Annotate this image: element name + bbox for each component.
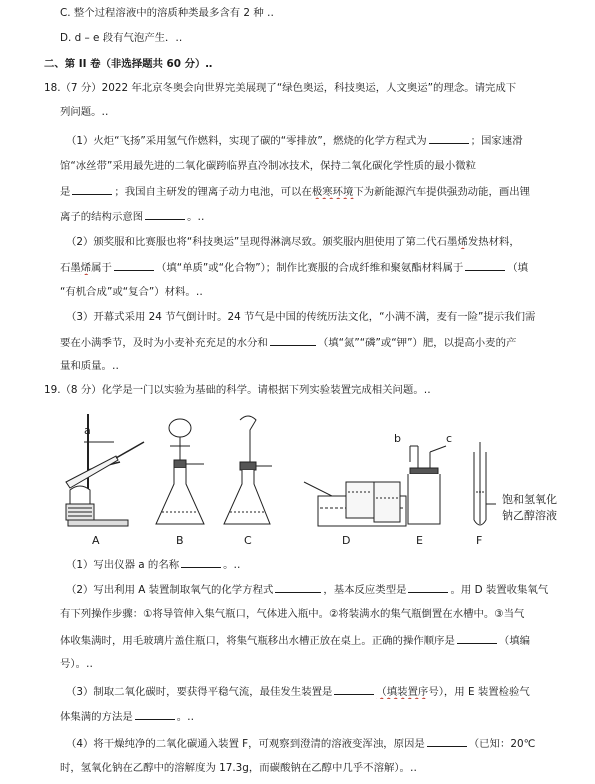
answer-blank[interactable] [135,709,175,720]
section-title: 二、第 II 卷（非选择题共 60 分）‥ [44,58,213,70]
figure-note-2: 钠乙醇溶液 [502,509,557,522]
q19-p1: （1）写出仪器 a 的名称 。‥ [66,559,241,571]
q18-p2-line1: （2）颁奖服和比赛服也将“科技奥运”呈现得淋漓尽致。颁奖服内胆使用了第二代石墨烯发热材料， [66,236,520,248]
q19-p3-line2: 体集满的方法是 。‥ [60,711,195,723]
q18-intro-1: 18.（7 分）2022 年北京冬奥会向世界完美展现了“绿色奥运，科技奥运，人文奥运”的理念。请完成下 [44,82,517,94]
q19-p3-line1: （3）制取二氧化碳时，要获得平稳气流，最佳发生装置是 （填装置序号），用 E 装置检验气 [66,686,530,698]
apparatus-f [474,442,496,525]
label-c-small: c [446,432,453,445]
answer-blank[interactable] [408,582,448,593]
answer-blank[interactable] [114,260,154,271]
answer-blank[interactable] [270,335,316,346]
answer-blank[interactable] [181,557,221,568]
label-b-small: b [394,432,401,445]
answer-blank[interactable] [457,633,497,644]
q19-p2-line3: 体收集满时，用毛玻璃片盖住瓶口，将集气瓶移出水槽正放在桌上。正确的操作顺序是 （填编 [60,635,531,647]
label-E: E [416,534,423,547]
option-c: C. 整个过程溶液中的溶质种类最多含有 2 种 ‥ [60,7,274,19]
answer-blank[interactable] [72,184,112,195]
figure-note-1: 饱和氢氧化 [502,493,557,506]
q18-p3-line2: 要在小满季节，及时为小麦补充充足的水分和 （填“氮”“磷”或“钾”）肥，以提高小麦的产 [60,337,517,349]
option-d: D. d – e 段有气泡产生．‥ [60,32,183,44]
q18-p2-line2: 石墨烯属于 （填“单质”或“化合物”）；制作比赛服的合成纤维和聚氨酯材料属于 （填 [60,262,529,274]
label-B: B [176,534,184,547]
answer-blank[interactable] [465,260,505,271]
q19-p2-line2: 有下列操作步骤：①将导管伸入集气瓶口，气体进入瓶中。②将装满水的集气瓶倒置在水槽中。③当气 [60,608,525,620]
apparatus-b [156,419,204,524]
q19-p4-line1: （4）将干燥纯净的二氧化碳通入装置 F，可观察到澄清的溶液变浑浊，原因是 （已知：20℃ [66,738,536,750]
q19-p2-line4: 号）。‥ [60,658,93,670]
apparatus-a [66,414,144,526]
apparatus-e [408,446,446,524]
q19-intro: 19.（8 分）化学是一门以实验为基础的科学。请根据下列实验装置完成相关问题。‥ [44,384,431,396]
label-A: A [92,534,100,547]
q18-p1-line4: 离子的结构示意图 。‥ [60,211,205,223]
q18-p3-line1: （3）开幕式采用 24 节气倒计时。24 节气是中国的传统历法文化，“小满不满，麦有一险”提示我们需 [66,311,536,323]
answer-blank[interactable] [275,582,321,593]
label-D: D [342,534,351,547]
q19-p4-line2: 时，氢氧化钠在乙醇中的溶解度为 17.3g，而碳酸钠在乙醇中几乎不溶解）。‥ [60,762,417,774]
apparatus-drawing [56,412,595,550]
answer-blank[interactable] [334,684,374,695]
answer-blank[interactable] [427,736,467,747]
label-C: C [244,534,252,547]
q18-p1-line1: （1）火炬“飞扬”采用氢气作燃料，实现了碳的“零排放”，燃烧的化学方程式为 ；国家速滑 [66,135,523,147]
answer-blank[interactable] [145,209,185,220]
q18-p1-line2: 馆“冰丝带”采用最先进的二氧化碳跨临界直冷制冰技术，保持二氧化碳化学性质的最小微粒 [60,160,476,172]
q18-p2-line3: “有机合成”或“复合”）材料。‥ [60,286,203,298]
apparatus-c [224,416,272,524]
apparatus-figure [56,412,595,550]
apparatus-d [304,482,406,526]
label-F: F [476,534,483,547]
q19-p2-line1: （2）写出利用 A 装置制取氧气的化学方程式 ，基本反应类型是 。用 D 装置收集氧气 [66,584,549,596]
label-a-small: a [84,424,91,437]
q18-intro-2: 列问题。‥ [60,106,109,118]
answer-blank[interactable] [429,133,469,144]
q18-p1-line3: 是 ；我国自主研发的锂离子动力电池，可以在极寒环境下为新能源汽车提供强劲动能，画出锂 [60,186,531,198]
q18-p3-line3: 量和质量。‥ [60,360,119,372]
